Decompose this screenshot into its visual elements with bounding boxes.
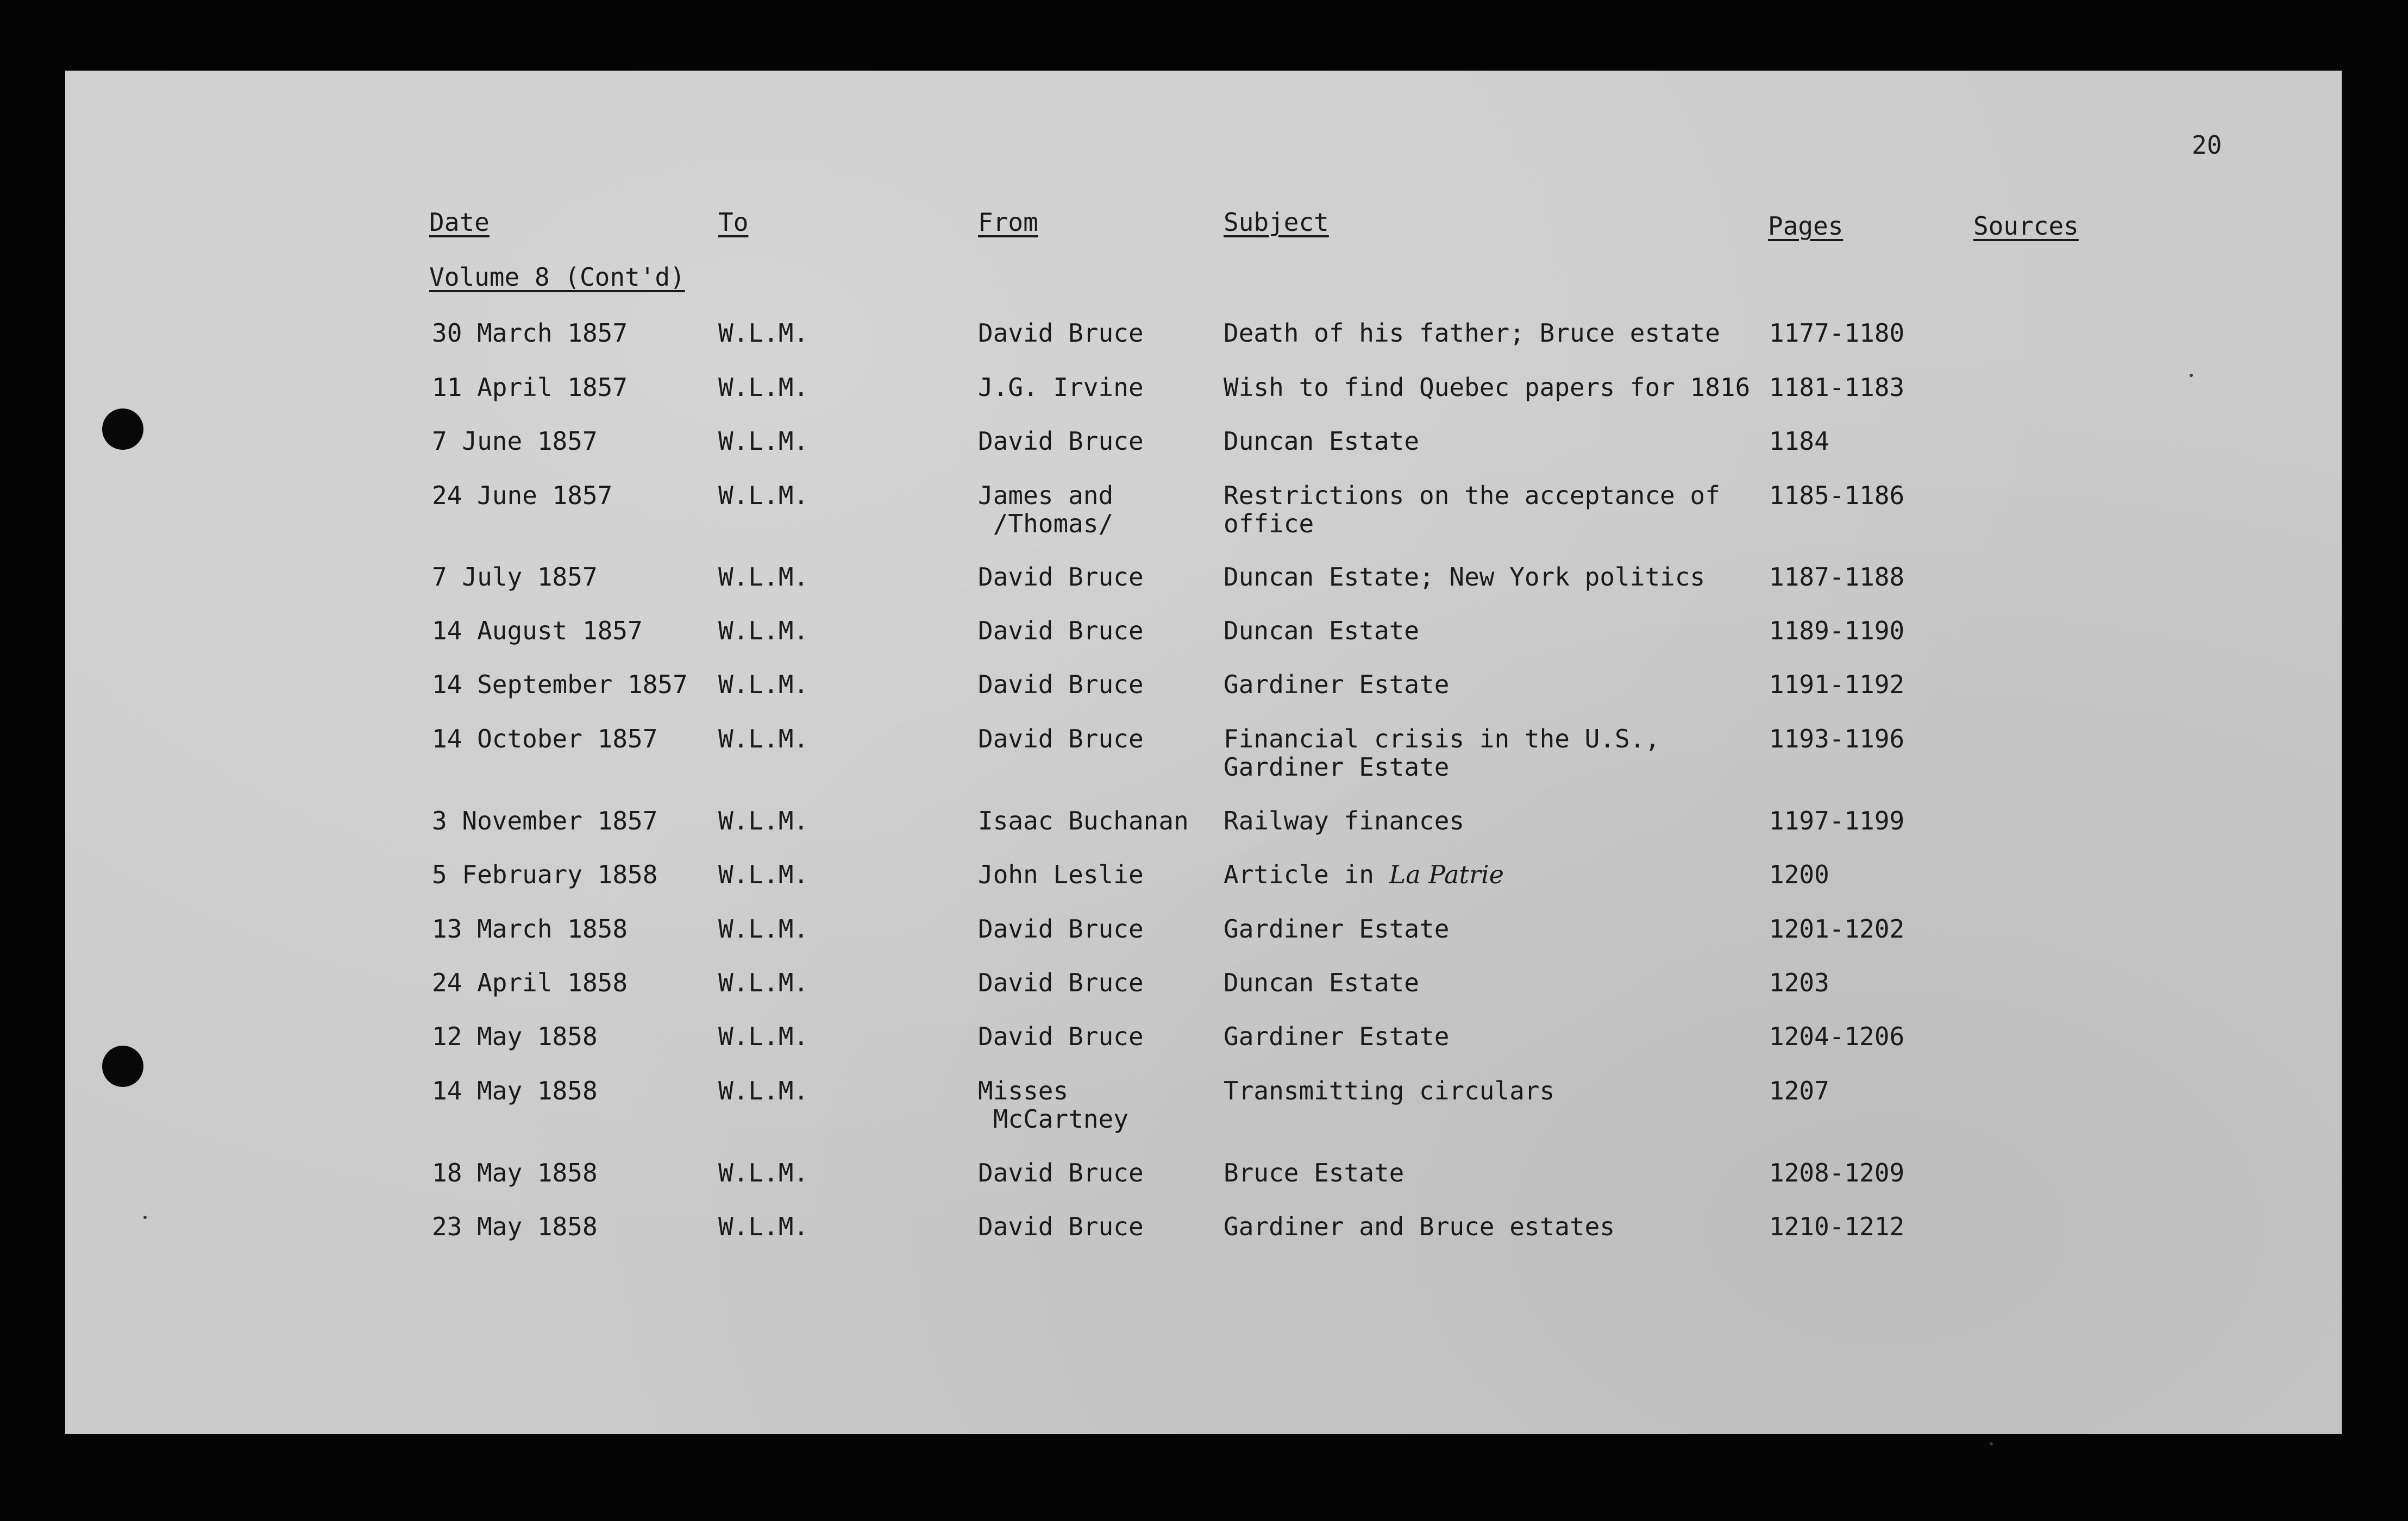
cell-from: J.G. Irvine bbox=[978, 373, 1144, 402]
cell-from: David Bruce bbox=[978, 1212, 1144, 1241]
cell-pages: 1185-1186 bbox=[1769, 481, 1905, 510]
cell-subject: Transmitting circulars bbox=[1224, 1076, 1555, 1105]
cell-date: 24 June 1857 bbox=[432, 481, 613, 510]
cell-pages: 1189-1190 bbox=[1769, 616, 1905, 645]
cell-pages: 1184 bbox=[1769, 426, 1829, 456]
cell-to: W.L.M. bbox=[718, 562, 809, 592]
cell-date: 7 June 1857 bbox=[432, 426, 598, 456]
binder-hole-bottom bbox=[102, 1046, 143, 1087]
cell-date: 14 May 1858 bbox=[432, 1076, 598, 1105]
cell-pages: 1208-1209 bbox=[1769, 1158, 1905, 1187]
cell-date: 5 February 1858 bbox=[432, 860, 658, 889]
cell-pages: 1201-1202 bbox=[1769, 914, 1905, 944]
cell-to: W.L.M. bbox=[718, 806, 809, 835]
cell-from: David Bruce bbox=[978, 724, 1144, 753]
cell-from: David Bruce bbox=[978, 426, 1144, 456]
cell-subject: Article in La Patrie bbox=[1224, 860, 1504, 889]
dust-speck bbox=[1990, 1442, 1993, 1445]
cell-subject: Death of his father; Bruce estate bbox=[1224, 318, 1720, 348]
cell-subject: Railway finances bbox=[1224, 806, 1465, 835]
cell-from: David Bruce bbox=[978, 562, 1144, 592]
cell-date: 12 May 1858 bbox=[432, 1022, 598, 1051]
cell-pages: 1181-1183 bbox=[1769, 373, 1905, 402]
cell-pages: 1210-1212 bbox=[1769, 1212, 1905, 1241]
cell-pages: 1204-1206 bbox=[1769, 1022, 1905, 1051]
cell-pages: 1200 bbox=[1769, 860, 1829, 889]
cell-subject: Duncan Estate bbox=[1224, 426, 1420, 456]
cell-date: 30 March 1857 bbox=[432, 318, 628, 348]
cell-from: John Leslie bbox=[978, 860, 1144, 889]
cell-to: W.L.M. bbox=[718, 318, 809, 348]
cell-from: David Bruce bbox=[978, 914, 1144, 944]
cell-subject: Gardiner Estate bbox=[1224, 914, 1450, 944]
cell-subject: Duncan Estate bbox=[1224, 968, 1420, 997]
cell-to: W.L.M. bbox=[718, 968, 809, 997]
cell-to: W.L.M. bbox=[718, 1212, 809, 1241]
cell-from: David Bruce bbox=[978, 1022, 1144, 1051]
cell-subject: Gardiner Estate bbox=[1224, 670, 1450, 699]
cell-pages: 1193-1196 bbox=[1769, 724, 1905, 753]
cell-from: David Bruce bbox=[978, 1158, 1144, 1187]
cell-from: Isaac Buchanan bbox=[978, 806, 1189, 835]
cell-subject: Wish to find Quebec papers for 1816 bbox=[1224, 373, 1751, 402]
cell-to: W.L.M. bbox=[718, 1022, 809, 1051]
cell-from: David Bruce bbox=[978, 318, 1144, 348]
cell-from: David Bruce bbox=[978, 968, 1144, 997]
cell-to: W.L.M. bbox=[718, 616, 809, 645]
cell-pages: 1203 bbox=[1769, 968, 1829, 997]
cell-to: W.L.M. bbox=[718, 1076, 809, 1105]
column-header-from: From bbox=[978, 208, 1038, 237]
cell-to: W.L.M. bbox=[718, 373, 809, 402]
cell-date: 14 September 1857 bbox=[432, 670, 688, 699]
cell-from: James and /Thomas/ bbox=[978, 481, 1114, 538]
cell-to: W.L.M. bbox=[718, 1158, 809, 1187]
column-header-sources: Sources bbox=[1973, 211, 2079, 241]
cell-date: 3 November 1857 bbox=[432, 806, 658, 835]
cell-subject: Gardiner Estate bbox=[1224, 1022, 1450, 1051]
cell-to: W.L.M. bbox=[718, 481, 809, 510]
cell-to: W.L.M. bbox=[718, 724, 809, 753]
cell-date: 7 July 1857 bbox=[432, 562, 598, 592]
cell-pages: 1187-1188 bbox=[1769, 562, 1905, 592]
cell-date: 14 August 1857 bbox=[432, 616, 643, 645]
cell-from: David Bruce bbox=[978, 670, 1144, 699]
column-header-to: To bbox=[718, 208, 749, 237]
cell-to: W.L.M. bbox=[718, 914, 809, 944]
section-label: Volume 8 (Cont'd) bbox=[429, 262, 685, 292]
cell-to: W.L.M. bbox=[718, 670, 809, 699]
column-header-subject: Subject bbox=[1224, 208, 1329, 237]
cell-date: 13 March 1858 bbox=[432, 914, 628, 944]
cell-pages: 1177-1180 bbox=[1769, 318, 1905, 348]
cell-to: W.L.M. bbox=[718, 426, 809, 456]
page-number: 20 bbox=[2192, 130, 2222, 160]
cell-subject: Financial crisis in the U.S., Gardiner Estate bbox=[1224, 724, 1660, 782]
cell-date: 14 October 1857 bbox=[432, 724, 658, 753]
cell-from: Misses McCartney bbox=[978, 1076, 1128, 1134]
cell-date: 23 May 1858 bbox=[432, 1212, 598, 1241]
cell-pages: 1197-1199 bbox=[1769, 806, 1905, 835]
cell-date: 24 April 1858 bbox=[432, 968, 628, 997]
cell-pages: 1207 bbox=[1769, 1076, 1829, 1105]
cell-date: 18 May 1858 bbox=[432, 1158, 598, 1187]
column-header-date: Date bbox=[429, 208, 490, 237]
cell-subject: Gardiner and Bruce estates bbox=[1224, 1212, 1615, 1241]
column-header-pages: Pages bbox=[1768, 211, 1843, 241]
cell-subject: Restrictions on the acceptance of office bbox=[1224, 481, 1720, 538]
cell-pages: 1191-1192 bbox=[1769, 670, 1905, 699]
cell-from: David Bruce bbox=[978, 616, 1144, 645]
document-sheet bbox=[65, 71, 2342, 1434]
cell-date: 11 April 1857 bbox=[432, 373, 628, 402]
cell-subject: Bruce Estate bbox=[1224, 1158, 1404, 1187]
dust-speck bbox=[2190, 374, 2193, 377]
cell-subject: Duncan Estate; New York politics bbox=[1224, 562, 1705, 592]
cell-subject: Duncan Estate bbox=[1224, 616, 1420, 645]
dust-speck bbox=[143, 1216, 147, 1219]
cell-to: W.L.M. bbox=[718, 860, 809, 889]
binder-hole-top bbox=[102, 408, 143, 450]
